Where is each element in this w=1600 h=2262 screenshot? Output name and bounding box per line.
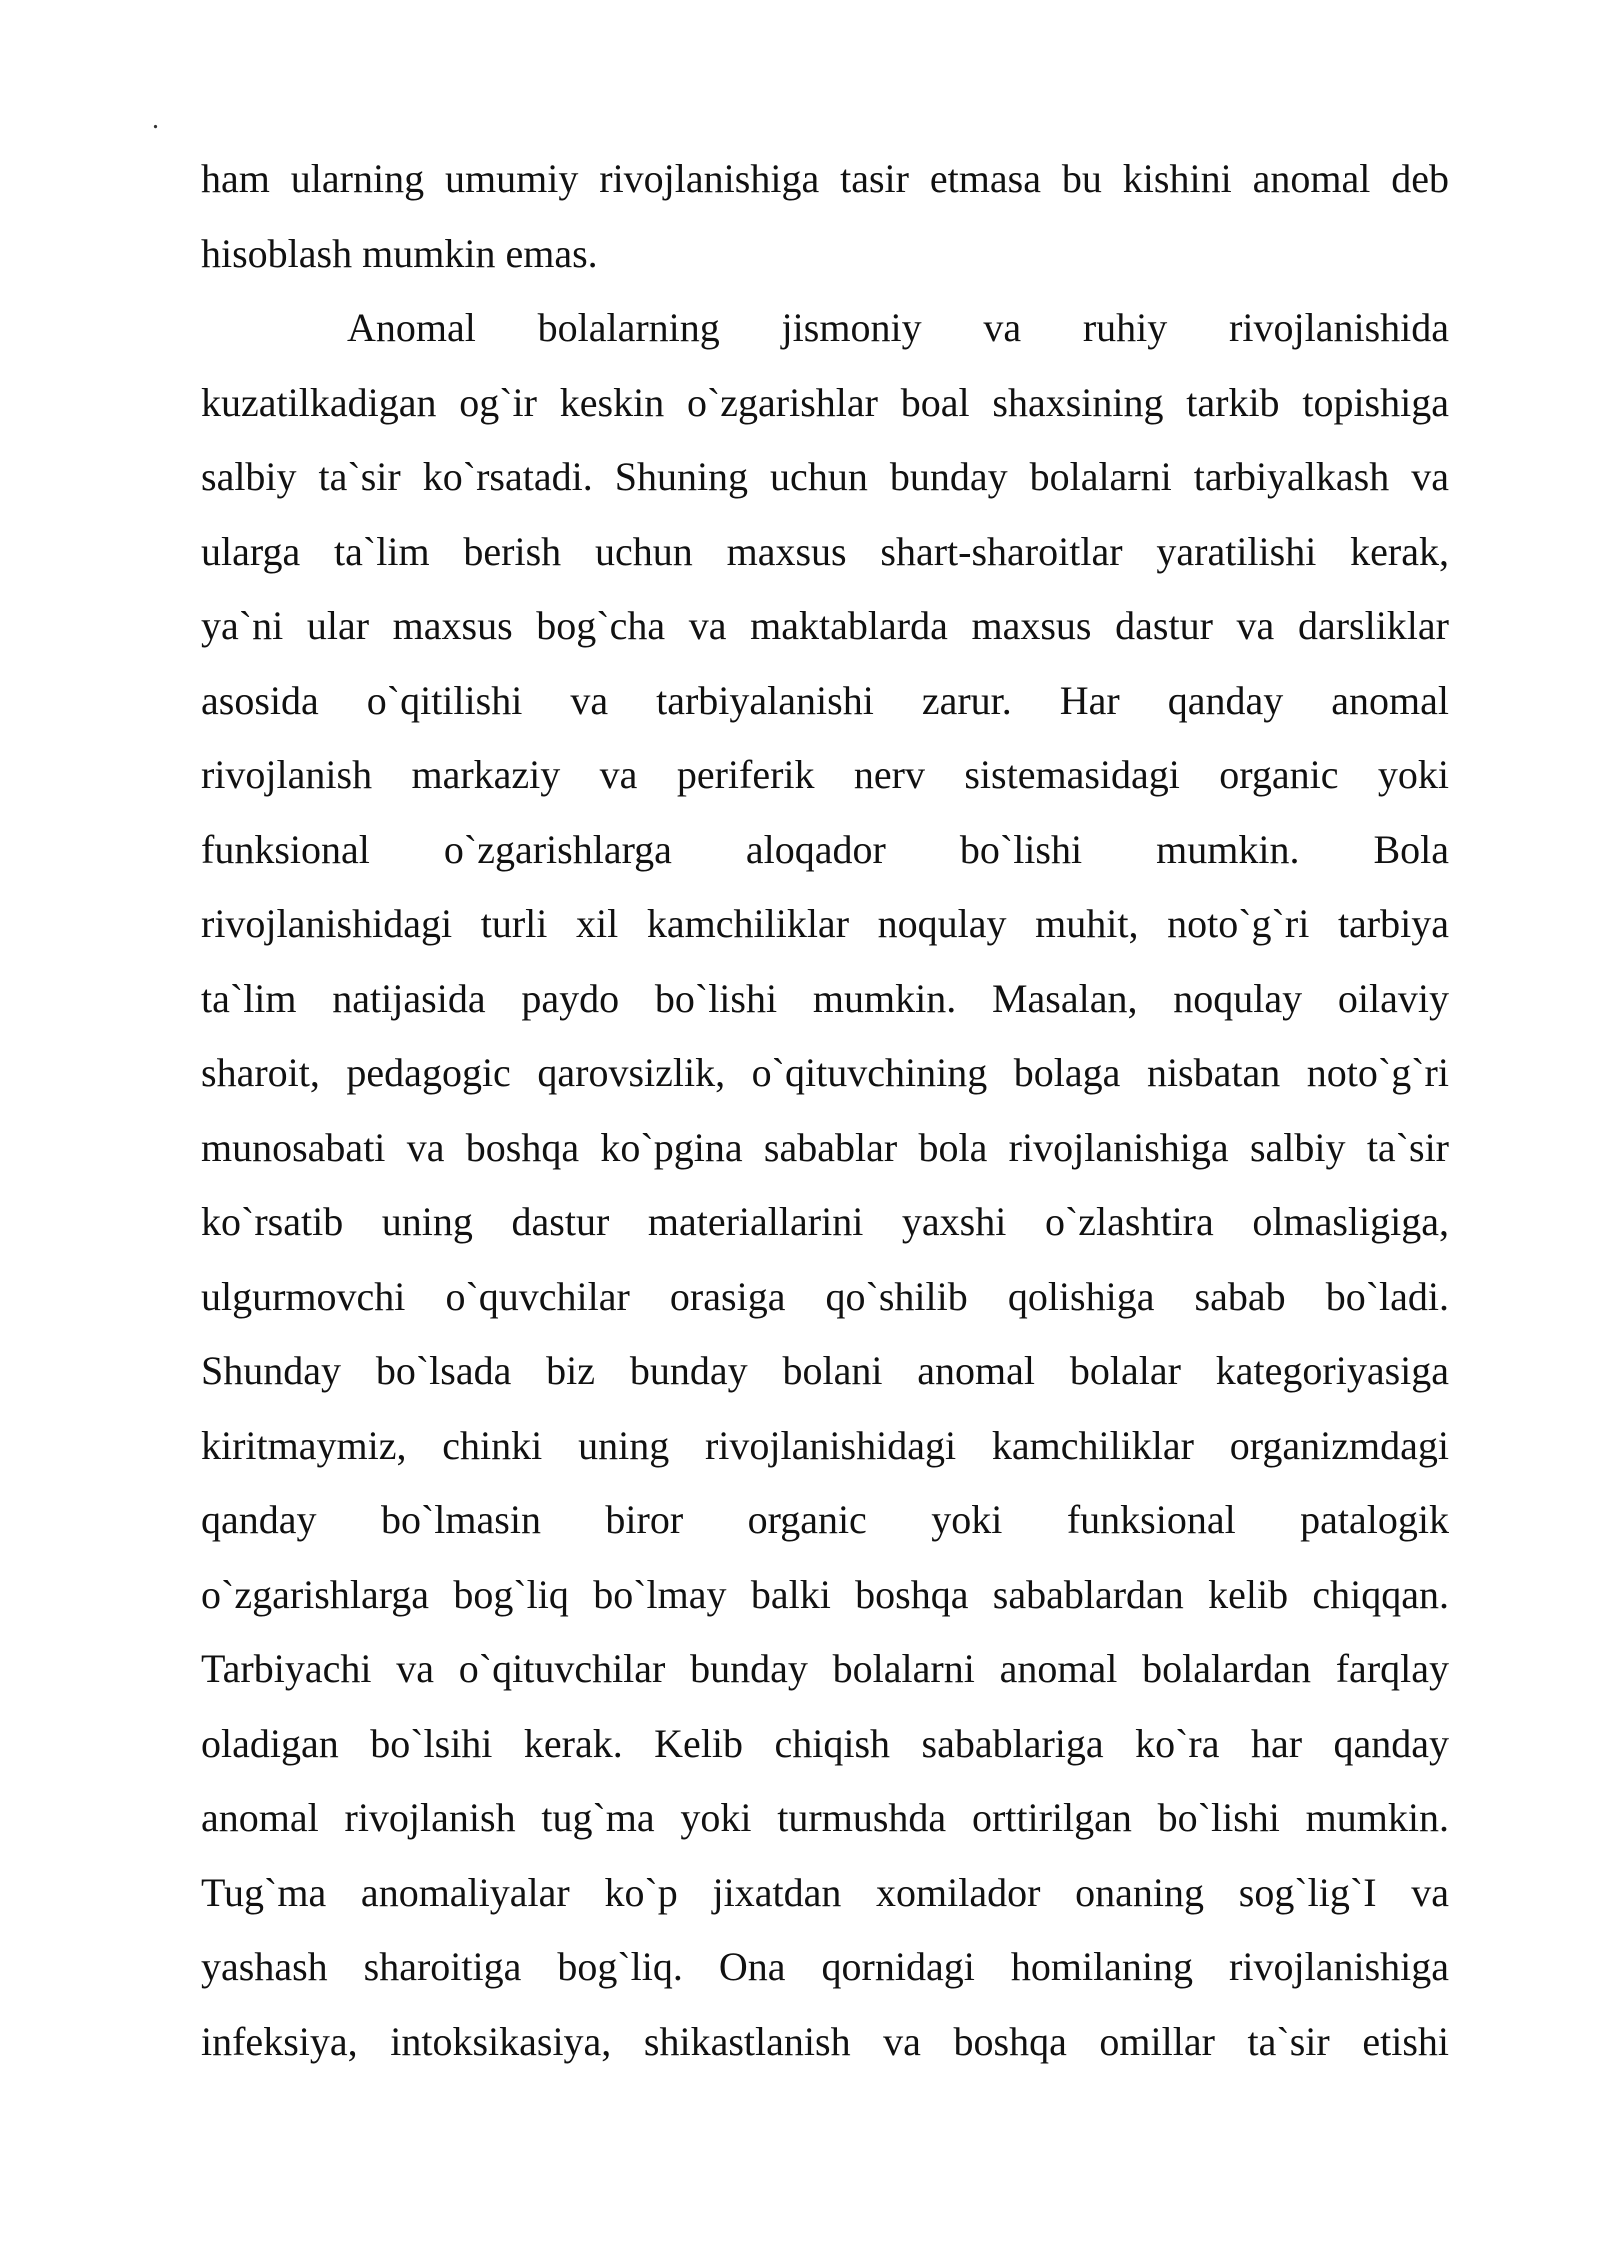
text-line: infeksiya, intoksikasiya, shikastlanish va boshqa omillar ta`sir etishi	[201, 2018, 1449, 2064]
body-text	[201, 142, 1449, 2079]
text-line: asosida o`qitilishi va tarbiyalanishi zarur. Har qanday anomal	[201, 677, 1449, 723]
text-line: anomal rivojlanish tug`ma yoki turmushda orttirilgan bo`lishi mumkin.	[201, 1795, 1449, 1840]
text-line: ularga ta`lim berish uchun maxsus shart-sharoitlar yaratilishi kerak,	[201, 528, 1449, 574]
text-line: Tarbiyachi va o`qituvchilar bunday bolalarni anomal bolalardan farqlay	[201, 1646, 1449, 1691]
text-line: Tug`ma anomaliyalar ko`p jixatdan xomilador onaning sog`lig`I va	[201, 1869, 1449, 1915]
text-line: ulgurmovchi o`quvchilar orasiga qo`shilib qolishiga sabab bo`ladi.	[201, 1273, 1449, 1319]
text-line: oladigan bo`lsihi kerak. Kelib chiqish sabablariga ko`ra har qanday	[201, 1720, 1449, 1766]
text-line: munosabati va boshqa ko`pgina sabablar bola rivojlanishiga salbiy ta`sir	[201, 1124, 1449, 1170]
text-line: o`zgarishlarga bog`liq bo`lmay balki boshqa sabablardan kelib chiqqan.	[201, 1571, 1449, 1617]
text-line: kuzatilkadigan og`ir keskin o`zgarishlar boal shaxsining tarkib topishiga	[201, 379, 1449, 425]
text-line: ta`lim natijasida paydo bo`lishi mumkin. Masalan, noqulay oilaviy	[201, 975, 1449, 1021]
text-line: yashash sharoitiga bog`liq. Ona qornidagi homilaning rivojlanishiga	[201, 1944, 1449, 1989]
text-line: rivojlanish markaziy va periferik nerv sistemasidagi organic yoki	[201, 752, 1449, 797]
text-line: funksional o`zgarishlarga aloqador bo`lishi mumkin. Bola	[201, 826, 1449, 872]
text-line: salbiy ta`sir ko`rsatadi. Shuning uchun bunday bolalarni tarbiyalkash va	[201, 454, 1449, 499]
text-line: Shunday bo`lsada biz bunday bolani anomal bolalar kategoriyasiga	[201, 1348, 1449, 1393]
text-line: ko`rsatib uning dastur materiallarini yaxshi o`zlashtira olmasligiga,	[201, 1199, 1449, 1244]
text-line: ya`ni ular maxsus bog`cha va maktablarda maxsus dastur va darsliklar	[201, 603, 1449, 648]
text-line: kiritmaymiz, chinki uning rivojlanishidagi kamchiliklar organizmdagi	[201, 1422, 1449, 1468]
text-line: hisoblash mumkin emas.	[201, 230, 598, 276]
text-line: rivojlanishidagi turli xil kamchiliklar noqulay muhit, noto`g`ri tarbiya	[201, 901, 1449, 946]
text-line: ham ularning umumiy rivojlanishiga tasir etmasa bu kishini anomal deb	[201, 156, 1449, 201]
text-line: qanday bo`lmasin biror organic yoki funksional patalogik	[201, 1497, 1449, 1542]
paragraph-first-line: Anomal bolalarning jismoniy va ruhiy rivojlanishida	[347, 305, 1449, 350]
text-line: sharoit, pedagogic qarovsizlik, o`qituvchining bolaga nisbatan noto`g`ri	[201, 1050, 1449, 1095]
page-marker: .	[152, 104, 159, 135]
